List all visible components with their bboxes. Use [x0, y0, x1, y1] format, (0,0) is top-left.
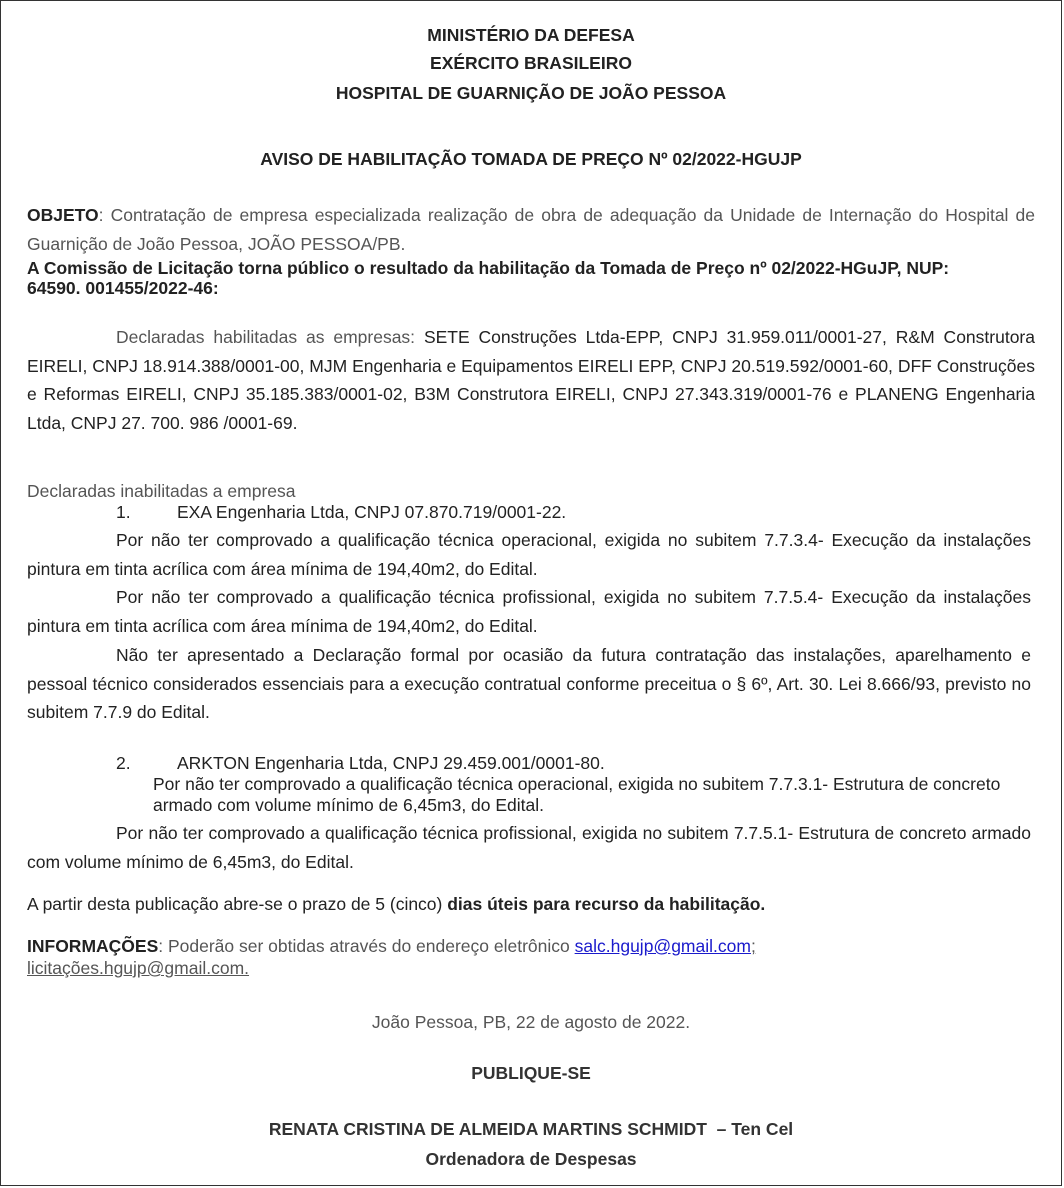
email-link-licitacoes[interactable]: licitações.hgujp@gmail.com. — [27, 958, 250, 978]
informacoes-label: INFORMAÇÕES — [27, 936, 159, 956]
item2-company: ARKTON Engenharia Ltda, CNPJ 29.459.001/0001-80. — [177, 753, 605, 773]
item1-reason2: Por não ter comprovado a qualificação técnica profissional, exigida no subitem 7.7.5.4- Execução da instalações pintura em tinta acrílica com área mínima de 194,40m2, do Edital. — [27, 587, 1031, 636]
item1-reason3: Não ter apresentado a Declaração formal por ocasião da futura contratação das instalações, aparelhamento e pessoal técnico considerados essenciais para a execução contratual conforme preceitua o § 6º, Art. 30. Lei 8.666/93, previsto no subitem 7.7.9 do Edital. — [27, 645, 1031, 723]
header-ministry: MINISTÉRIO DA DEFESA — [427, 25, 635, 45]
informacoes-text: : Poderão ser obtidas através do endereço eletrônico — [158, 936, 575, 956]
habilitadas-text: SETE Construções Ltda-EPP, CNPJ 31.959.011/0001-27, R&M Construtora EIRELI, CNPJ 18.914.388/0001-00, MJM Engenharia e Equipamentos EIRELI EPP, CNPJ 20.519.592/0001-60, DFF Construções e Reformas EIRELI, CNPJ 35.185.383/0001-02, B3M Construtora EIRELI, CNPJ 27.343.319/0001-76 e PLANENG Engenharia Ltda, CNPJ 27. 700. 986 /0001-69. — [27, 327, 1035, 433]
prazo-bold: dias úteis para recurso da habilitação. — [447, 894, 766, 914]
comissao-line1: A Comissão de Licitação torna público o resultado da habilitação da Tomada de Preço nº 02/2022-HGuJP, NUP: — [27, 258, 950, 278]
informacoes-line2 — [27, 958, 249, 978]
inabilitadas-heading: Declaradas inabilitadas a empresa — [27, 481, 296, 501]
signer-role: Ordenadora de Despesas — [425, 1149, 637, 1169]
habilitadas-paragraph — [27, 323, 1035, 437]
objeto-text: : Contratação de empresa especializada realização de obra de adequação da Unidade de Internação do Hospital de Guarnição de João Pessoa, JOÃO PESSOA/PB. — [27, 205, 1035, 254]
item1-reason1: Por não ter comprovado a qualificação técnica operacional, exigida no subitem 7.7.3.4- Execução da instalações pintura em tinta acrílica com área mínima de 194,40m2, do Edital. — [27, 530, 1031, 579]
comissao-line2: 64590. 001455/2022-46: — [27, 278, 219, 298]
place-date: João Pessoa, PB, 22 de agosto de 2022. — [371, 1012, 691, 1032]
publique-se: PUBLIQUE-SE — [471, 1063, 591, 1083]
comissao-paragraph — [27, 258, 1035, 298]
item2-reason1-line2: armado com volume mínimo de 6,45m3, do Edital. — [153, 795, 545, 815]
header-army: EXÉRCITO BRASILEIRO — [430, 53, 632, 73]
item2-number: 2. — [116, 753, 131, 773]
header-hospital: HOSPITAL DE GUARNIÇÃO DE JOÃO PESSOA — [335, 83, 727, 103]
item2-reason2: Por não ter comprovado a qualificação técnica profissional, exigida no subitem 7.7.5.1- Estrutura de concreto armado com volume mínimo de 6,45m3, do Edital. — [27, 823, 1031, 872]
item2-reason1-line1: Por não ter comprovado a qualificação técnica operacional, exigida no subitem 7.7.3.1- Estrutura de concreto — [153, 774, 1001, 794]
habilitadas-lead: Declaradas habilitadas as empresas: — [116, 327, 424, 347]
informacoes-line — [27, 936, 756, 956]
email-separator: ; — [750, 936, 756, 956]
item1-number: 1. — [116, 502, 131, 522]
prazo-text: A partir desta publicação abre-se o prazo de 5 (cinco) — [27, 894, 448, 914]
signer-name: RENATA CRISTINA DE ALMEIDA MARTINS SCHMIDT – Ten Cel — [268, 1119, 794, 1139]
objeto-label: OBJETO — [27, 205, 99, 225]
document-title: AVISO DE HABILITAÇÃO TOMADA DE PREÇO Nº 02/2022-HGUJP — [260, 149, 802, 169]
item1-company: EXA Engenharia Ltda, CNPJ 07.870.719/0001-22. — [177, 502, 567, 522]
objeto-paragraph — [27, 201, 1035, 259]
prazo-paragraph — [27, 894, 765, 914]
email-link-salc[interactable]: salc.hgujp@gmail.com — [574, 936, 751, 956]
